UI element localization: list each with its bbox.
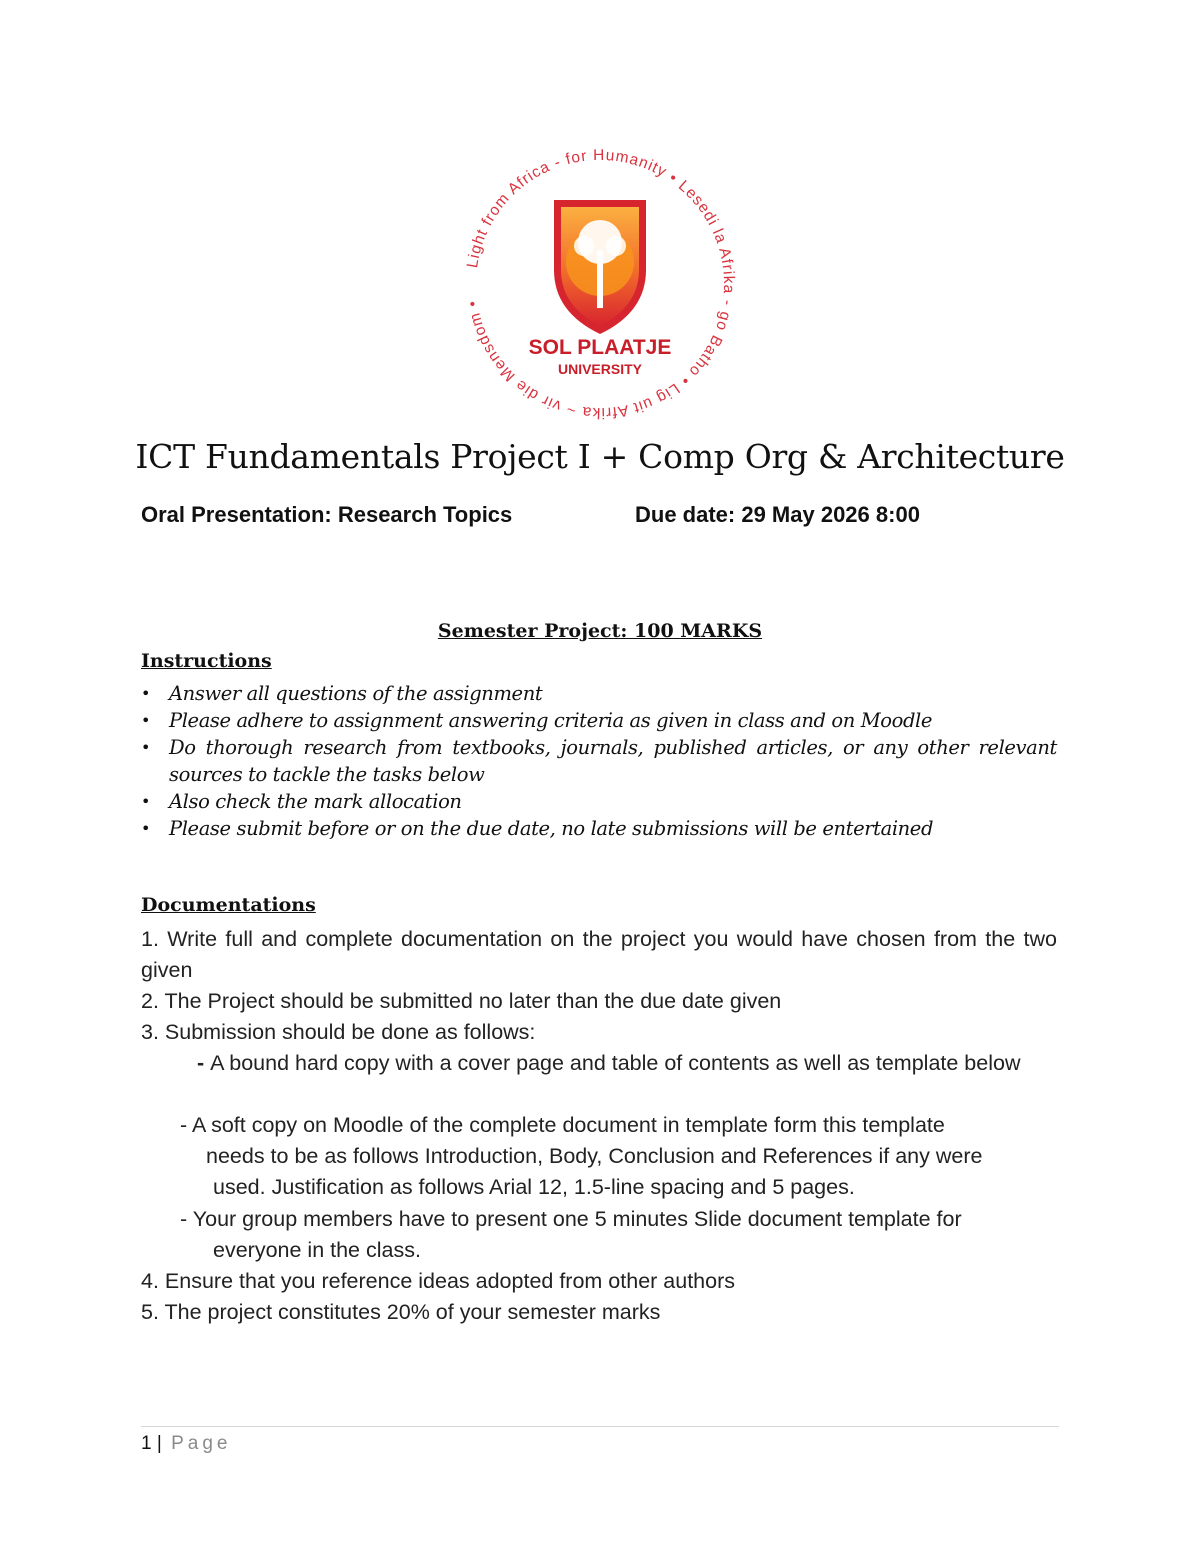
doc-subitem-presentation-line2: everyone in the class. (213, 1238, 421, 1262)
bullet-icon: • (141, 792, 151, 811)
page-label: Page (171, 1433, 232, 1454)
instructions-list (141, 680, 1057, 842)
page-number: 1 (141, 1433, 152, 1454)
due-date: Due date: 29 May 2026 8:00 (635, 502, 920, 527)
logo-name-line2: UNIVERSITY (557, 361, 643, 377)
bullet-icon: • (141, 738, 151, 757)
list-item: • Please adhere to assignment answering criteria as given in class and on Moodle (141, 709, 933, 732)
doc-subitem-presentation-line1: - Your group members have to present one 5 minutes Slide document template for (180, 1207, 962, 1231)
list-item: • Answer all questions of the assignment (141, 682, 543, 705)
presentation-topic: Oral Presentation: Research Topics (141, 502, 513, 527)
doc-item-4: 4. Ensure that you reference ideas adopted from other authors (141, 1269, 736, 1293)
page-footer (141, 1433, 231, 1455)
doc-item-3: 3. Submission should be done as follows: (141, 1020, 536, 1044)
doc-subitem-softcopy-line2: needs to be as follows Introduction, Body, Conclusion and References if any were (206, 1144, 983, 1168)
bullet-icon: • (141, 684, 151, 703)
instructions-heading: Instructions (141, 650, 272, 672)
bullet-icon: • (141, 711, 151, 730)
list-item: • Also check the mark allocation (141, 790, 462, 813)
doc-item-2: 2. The Project should be submitted no later than the due date given (141, 989, 782, 1013)
logo-ring-text: Light from Africa - for Humanity • Lesedi la Afrika - go Batho • Lig uit Afrika ~ vir die Mensdom • (464, 146, 738, 422)
bullet-icon: • (141, 819, 151, 838)
university-logo (458, 142, 742, 426)
doc-subitem-softcopy-line1: - A soft copy on Moodle of the complete document in template form this template (180, 1113, 945, 1137)
footer-divider (141, 1426, 1059, 1427)
list-item: • Please submit before or on the due date, no late submissions will be entertained (141, 817, 934, 840)
doc-item-5: 5. The project constitutes 20% of your semester marks (141, 1300, 661, 1324)
documentations-heading: Documentations (141, 894, 316, 916)
project-heading: Semester Project: 100 MARKS (437, 620, 763, 642)
doc-subitem-softcopy-line3: used. Justification as follows Arial 12, 1.5-line spacing and 5 pages. (213, 1175, 855, 1199)
list-item: • Do thorough research from textbooks, journals, published articles, or any other relevant sources to tackle the tasks below (141, 736, 1057, 786)
document-title: ICT Fundamentals Project I + Comp Org & Architecture (135, 437, 1065, 476)
doc-subitem-hardcopy: - A bound hard copy with a cover page and table of contents as well as template below (197, 1051, 1021, 1075)
doc-item-1: 1. Write full and complete documentation on the project you would have chosen from the two given (141, 927, 1057, 982)
footer-separator: | (156, 1433, 162, 1454)
logo-name-line1: SOL PLAATJE (528, 336, 672, 359)
